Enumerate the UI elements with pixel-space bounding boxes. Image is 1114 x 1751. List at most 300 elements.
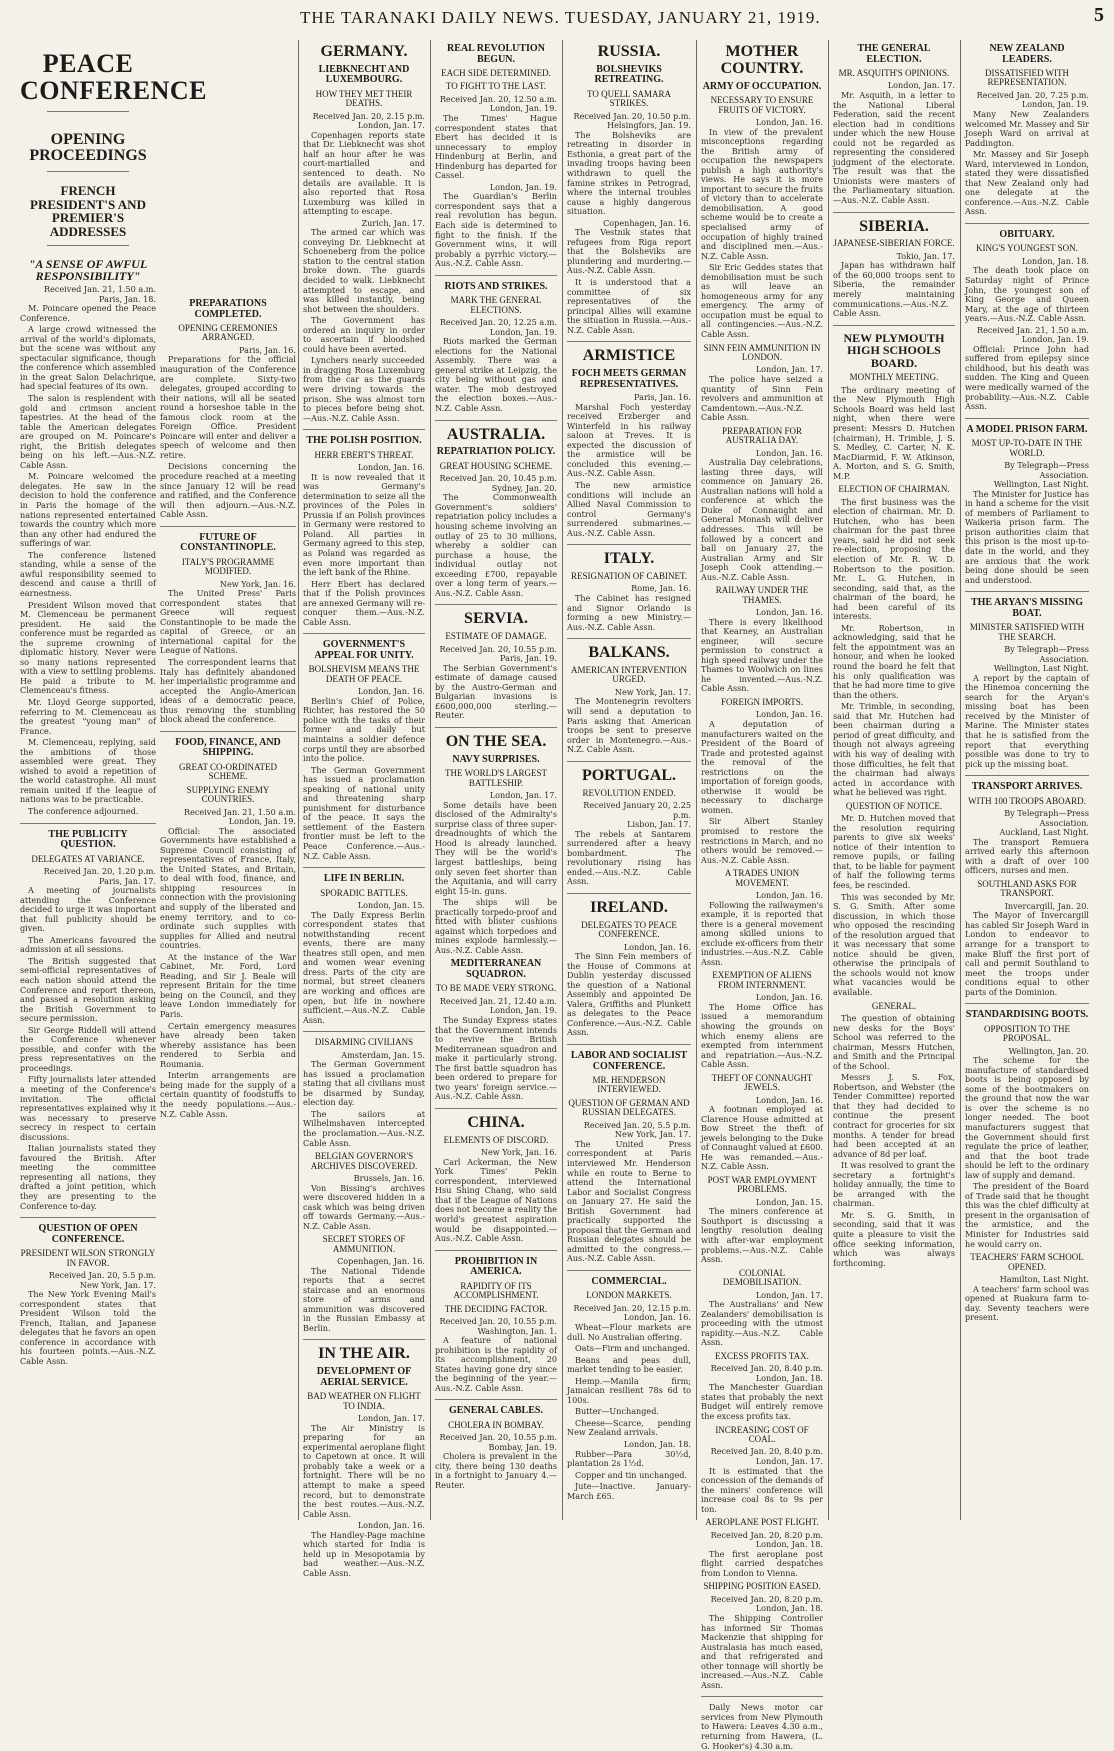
paragraph: Cheese—Scarce, pending New Zealand arrivals. xyxy=(567,1417,691,1438)
paragraph: Cholera is prevalent in the city, there being 130 deaths in a fortnight to January 4.—Reuter. xyxy=(435,1451,557,1490)
paragraph: Decisions concerning the procedure reached at a meeting since January 12 will be read and ratified, and the Conference will then adjourn.—Aus.-N.Z. Cable Assn. xyxy=(160,461,296,520)
paragraph: The first business was the election of chairman. Mr. D. Hutchen, who has been chairman for the past three years, said he did not seek re-election, proposing the election of Mr. R. W. D. Robertson to the position. Mr. L. G. Hutchen, in seconding, said that, as the chairman of the board, he had been careful of its interests. xyxy=(833,496,955,622)
headline: STANDARDISING BOOTS. xyxy=(965,1009,1089,1021)
paragraph: The Americans favoured the admission at all sessions. xyxy=(20,934,156,955)
paragraph: Mr. Trimble, in seconding, said that Mr. Hutchen had been chairman during a period of great difficulty, and though not always agreeing with his way of dealing with those difficulties, he felt that the chairman had always acted in accordance with what he believed was right. xyxy=(833,701,955,798)
paragraph: Copper and tin unchanged. xyxy=(575,1469,688,1480)
dateline: Paris, Jan. 16. xyxy=(634,392,691,403)
paragraph: M. Clemenceau, replying, said the ambitions of those assembled were great. They wished to avoid a repetition of the world catastrophe. All must remain united if the league of nations was to be practicable. xyxy=(20,737,156,805)
dateline: Received Jan. 20, 7.25 p.m. xyxy=(976,89,1089,100)
paragraph: The Shipping Controller has informed Sir Thomas Mackenzie that shipping for Australasia has much eased, and that refrigerated and other tonnage will shortly be increased.—Aus.-N.Z. Cable Assn. xyxy=(701,1612,823,1690)
paragraph: The Minister for Justice has in hand a scheme for the visit of members of Parliament to Waikeria prison farm. The prison authorities claim that this prison is the most up-to-date in the world, and they are anxious that the work being done should be seen and understood. xyxy=(965,488,1089,585)
headline-china: CHINA. xyxy=(467,1113,525,1131)
subheadline: TO QUELL SAMARA STRIKES. xyxy=(586,88,671,109)
headline-germany: GERMANY. xyxy=(320,43,408,60)
dateline: New York, Jan. 17. xyxy=(614,1129,691,1140)
paragraph: The new armistice conditions will include an Allied Naval Commission to control Germany's surrendered submarines.—Aus.-N.Z. Cable Assn. xyxy=(567,479,691,538)
dateline: Received Jan. 20, 10.45 p.m. xyxy=(439,473,557,484)
subheadline: THEFT OF CONNAUGHT JEWELS. xyxy=(711,1072,813,1093)
subheadline: LIEBKNECHT AND LUXEMBOURG. xyxy=(318,63,410,86)
dateline: London, Jan. 19. xyxy=(228,816,296,827)
subheadline: ELEMENTS OF DISCORD. xyxy=(443,1134,549,1145)
headline: PROHIBITION IN AMERICA. xyxy=(454,1255,538,1278)
headline-australia: AUSTRALIA. xyxy=(446,425,546,443)
dateline: London, Jan. 18. xyxy=(623,1439,691,1450)
dateline: London, Jan. 16. xyxy=(623,1312,691,1323)
paragraph: Following the railwaymen's example, it is reported that there is a general movement among skilled unions to exclude ex-officers from their industries.—Aus.-N.Z. Cable Assn. xyxy=(701,899,823,967)
dateline: Received Jan. 20, 10.55 p.m. xyxy=(439,1315,557,1326)
paragraph: President Wilson moved that M. Clemenceau be permanent president. He said the conference must be regarded as the supreme crowning of diplomatic history. Never were so many nations represented with a view to settling problems. He paid a tribute to M. Clemenceau's fitness. xyxy=(20,599,156,696)
subheadline: HOW THEY MET THEIR DEATHS. xyxy=(315,88,413,109)
column-3 xyxy=(432,40,560,1520)
subheadline: PRESIDENT WILSON STRONGLY IN FAVOR. xyxy=(20,1248,156,1268)
subheadline: SPORADIC BATTLES. xyxy=(320,887,408,898)
subheadline: EXCESS PROFITS TAX. xyxy=(715,1350,809,1361)
subheadline: NAVY SURPRISES. xyxy=(452,753,540,765)
headline: PREPARATIONS COMPLETED. xyxy=(189,298,267,320)
subheadline: REVOLUTION ENDED. xyxy=(582,787,676,798)
dateline: Received Jan. 20, 12.50 a.m. xyxy=(439,93,557,104)
paragraph: Sir George Riddell will attend the Conference whenever possible, and confer with the press representatives on the proceedings. xyxy=(20,1024,156,1073)
dateline: London, Jan. 17. xyxy=(489,790,557,801)
headline: COMMERCIAL. xyxy=(591,1275,667,1287)
headline: OBITUARY. xyxy=(999,228,1055,240)
headline-portugal: PORTUGAL. xyxy=(581,766,677,784)
subheadline: PREPARATION FOR AUSTRALIA DAY. xyxy=(722,425,802,446)
paragraph: Rubber—Para 30½d, plantation 2s 1½d. xyxy=(567,1448,691,1469)
subheadline: MR. ASQUITH'S OPINIONS. xyxy=(838,68,950,78)
dateline: Received Jan. 20, 10.55 p.m. xyxy=(439,643,557,654)
paragraph: Many New Zealanders welcomed Mr. Massey and Sir Joseph Ward on arrival at Paddington. xyxy=(965,108,1089,148)
dateline: London, Jan. 18. xyxy=(1021,255,1089,266)
paragraph: The Montenegrin revolters will send a deputation to Paris asking that American troops be sent to preserve order in Montenegro.—Aus.-N.Z. Cable Assn. xyxy=(567,696,691,755)
paragraph: The correspondent learns that Italy has definitely abandoned her imperialistic programme and accepted the Anglo-American ideas of a democratic peace, thus removing the stumbling block ahead the conference. xyxy=(160,656,296,725)
headline: THE PUBLICITY QUESTION. xyxy=(48,828,128,851)
subheadline: A TRADES UNION MOVEMENT. xyxy=(724,868,800,888)
paragraph: The German Government has issued a proclamation stating that all civilians must be disarmed by Sunday, election day. xyxy=(303,1059,425,1108)
subheadline: JAPANESE-SIBERIAN FORCE. xyxy=(833,238,955,249)
dateline: London, Jan. 16. xyxy=(357,1520,425,1531)
subheadline: SECRET STORES OF AMMUNITION. xyxy=(322,1234,406,1254)
dateline: London, Jan. 19. xyxy=(489,326,557,337)
paragraph: The conference listened standing, while a sense of the awful responsibility seemed to descend and cause a thrill of earnestness. xyxy=(20,549,156,598)
subheadline: SHIPPING POSITION EASED. xyxy=(703,1581,821,1592)
subheadline: REPATRIATION POLICY. xyxy=(436,446,556,458)
dateline: London, Jan. 16. xyxy=(755,992,823,1003)
subheadline: NECESSARY TO ENSURE FRUITS OF VICTORY. xyxy=(710,95,814,115)
headline: NEW PLYMOUTH HIGH SCHOOLS BOARD. xyxy=(843,330,945,370)
headline-balkans: BALKANS. xyxy=(588,644,670,662)
paragraph: The miners conference at Southport is discussing a lengthy resolution dealing with after-war employment problems.—Aus.-N.Z. Cable Assn. xyxy=(701,1206,823,1265)
column-5 xyxy=(698,40,826,1751)
headline: GOVERNMENT'S APPEAL FOR UNITY. xyxy=(314,639,414,661)
paragraph: The Home Office has issued a memorandum showing the grounds on which enemy aliens are exempted from internment and repatriation.—Aus.-N.Z. Cable Assn. xyxy=(701,1001,823,1070)
paragraph: A deputation of manufacturers waited on the President of the Board of Trade and protested against the removal of the restrictions on the importation of foreign goods, otherwise it would be necessary to discharge women. xyxy=(701,719,823,815)
dateline: London, Jan. 19. xyxy=(489,103,557,114)
headline: THE GENERAL ELECTION. xyxy=(857,43,931,65)
dateline: London, Jan. 16. xyxy=(755,890,823,901)
column-2 xyxy=(300,40,428,1578)
headline-responsibility: "A SENSE OF AWFUL RESPONSIBILITY" xyxy=(28,256,148,284)
subheadline: FOREIGN IMPORTS. xyxy=(721,697,803,708)
paragraph: Riots marked the German elections for the National Assembly. There was a general strike at Leipzig, the city being without gas and water. The mob destroyed the election boxes.—Aus.-N.Z. Cable Assn. xyxy=(435,336,557,414)
paragraph: Lynchers nearly succeeded in dragging Rosa Luxemburg from the car as the guards were driving towards the prison. She was almost torn to pieces before being shot.—Aus.-N.Z. Cable Assn. xyxy=(303,355,425,423)
subheadline: HERR EBERT'S THREAT. xyxy=(314,449,414,460)
headline-siberia: SIBERIA. xyxy=(859,217,929,235)
subheadline: COLONIAL DEMOBILISATION. xyxy=(722,1267,802,1288)
dateline: Received Jan. 21, 1.50 a.m. xyxy=(43,284,156,294)
dateline: New York, Jan. 16. xyxy=(219,578,296,589)
subheadline: SUPPLYING ENEMY COUNTRIES. xyxy=(186,784,270,805)
paragraph: The Air Ministry is preparing for an experimental aeroplane flight to Capetown at once. It will probably take a week or a fortnight. There will be no attempt to make a speed record, but to demonstrate the best routes.—Aus.-N.Z. Cable Assn. xyxy=(303,1422,425,1519)
dateline: Brussels, Jan. 16. xyxy=(353,1172,425,1183)
paragraph: The ships will be practically torpedo-proof and fitted with blister cushions against which torpedoes and mines explode harmlessly.—Aus.-N.Z. Cable Assn. xyxy=(435,897,557,955)
dateline: Received Jan. 21, 12.40 a.m. xyxy=(439,995,557,1006)
subheadline: DISARMING CIVILIANS xyxy=(314,1037,414,1048)
headline-mother-country: MOTHER COUNTRY. xyxy=(720,43,804,77)
headline-russia: RUSSIA. xyxy=(597,43,661,60)
paragraph: M. Poincare opened the Peace Conference. xyxy=(20,303,156,323)
dateline: Amsterdam, Jan. 15. xyxy=(341,1049,425,1060)
dateline: Received Jan. 20, 12.15 p.m. xyxy=(573,1302,691,1313)
subheadline: OPPOSITION TO THE PROPOSAL. xyxy=(983,1023,1070,1044)
dateline: Received Jan. 20, 5.5 p.m. xyxy=(48,1269,156,1280)
subheadline: TO BE MADE VERY STRONG. xyxy=(435,983,557,994)
paragraph: The Cabinet has resigned and Signor Orlando is forming a new Ministry.—Aus.-N.Z. Cable Assn. xyxy=(567,593,691,632)
headline-armistice: ARMISTICE xyxy=(582,347,676,365)
paragraph: A large crowd witnessed the arrival of the world's diplomats, but the scene was without any spectacular significance, though the conference which assembled in the great Salon Delachrique, had special features of its own. xyxy=(20,324,156,392)
paragraph: Some details have been disclosed of the Admiralty's surprise class of three super-dreadnoughts of which the Hood is already launched. They will be the world's largest battleships, being only seven feet shorter than the Aquitania, and will carry eight 15-in. guns. xyxy=(435,799,557,896)
column-rule xyxy=(696,40,697,1520)
dateline: London, Jan. 16. xyxy=(755,447,823,458)
paragraph: Carl Ackerman, the New York Times' Pekin correspondent, interviewed Hsu Shing Chang, who said that if the League of Nations does not become a reality the world's greatest aspiration would be disappointed.—Aus.-N.Z. Cable Assn. xyxy=(435,1156,557,1244)
headline-in-the-air: IN THE AIR. xyxy=(318,1345,410,1363)
subheadline: SOUTHLAND ASKS FOR TRANSPORT. xyxy=(977,878,1077,899)
masthead xyxy=(0,0,1114,34)
subheadline: MINISTER SATISFIED WITH THE SEARCH. xyxy=(969,622,1085,642)
subheadline: GREAT CO-ORDINATED SCHEME. xyxy=(178,761,278,782)
headline: A MODEL PRISON FARM. xyxy=(966,423,1088,435)
paragraph: The Handley-Page machine which started for India is held up in Mesopotamia by bad weather.—Aus.-N.Z. Cable Assn. xyxy=(303,1529,425,1578)
dateline: London, Jan. 19. xyxy=(489,181,557,192)
headline-ireland: IRELAND. xyxy=(590,898,668,916)
headline: MEDITERRANEAN SQUADRON. xyxy=(450,958,542,980)
paragraph: A report by the captain of the Hinemoa concerning the search for the Aryan's missing boat has been received by the Minister of Marine. The Minister states that he is satisfied from the report that everything possible was done to try to pick up the missing boat. xyxy=(965,672,1089,769)
headline: LIFE IN BERLIN. xyxy=(323,873,405,885)
paragraph: Mr. D. Hutchen moved that the resolution requiring parents to give six weeks' notice of their intention to remove pupils, or failing that, to be liable for payment of half the following terms fees, be rescinded. xyxy=(833,813,955,890)
dateline: London, Jan. 15. xyxy=(755,1196,823,1207)
peace-conference-article xyxy=(20,285,156,1368)
subheadline: WITH 100 TROOPS ABOARD. xyxy=(968,795,1086,806)
dateline: Received Jan. 20, 2.15 p.m. xyxy=(312,110,425,121)
subheadline: MOST UP-TO-DATE IN THE WORLD. xyxy=(971,438,1083,458)
dateline: Washington, Jan. 1. xyxy=(477,1325,557,1336)
dateline: Received Jan. 21, 1.50 a.m. xyxy=(976,324,1089,335)
dateline: Received Jan. 20, 8.20 p.m. xyxy=(710,1529,823,1540)
dateline: Paris, Jan. 19. xyxy=(500,653,557,664)
paragraph: Interim arrangements are being made for the supply of a certain quantity of foodstuffs to the needy populations.—Aus.-N.Z. Cable Assn. xyxy=(160,1070,296,1119)
subheadline: DELEGATES TO PEACE CONFERENCE. xyxy=(581,919,677,940)
headline: LABOR AND SOCIALIST CONFERENCE. xyxy=(570,1050,688,1072)
dateline: London, Jan. 16. xyxy=(755,607,823,618)
subheadline: LONDON MARKETS. xyxy=(586,1290,672,1301)
subheadline: POST WAR EMPLOYMENT PROBLEMS. xyxy=(707,1174,817,1195)
dateline: Auckland, Last Night. xyxy=(999,827,1089,838)
paragraph: Official: The associated Governments have established a Supreme Council consisting of representatives of France, Italy, the United States, and Britain, to deal with food, finance, and shipping resources in connection with the provisioning and supply of the liberated and enemy territory, and to co-ordinate such supplies with supplies for Allied and neutral countries. xyxy=(160,825,296,951)
dateline: New York, Jan. 17. xyxy=(614,686,691,697)
paragraph: It is estimated that the concession of the demands of the miners' conference will increase coal 8s to 9s per ton. xyxy=(701,1465,823,1514)
subheadline: GENERAL. xyxy=(871,1000,917,1011)
dateline: Helsingfors, Jan. 19. xyxy=(607,120,691,131)
paragraph: Japan has withdrawn half of the 60,000 troops sent to Siberia, the remainder merely maintaining communications.—Aus.-N.Z. Cable Assn. xyxy=(833,260,955,319)
subheadline: BOLSHEVISM MEANS THE DEATH OF PEACE. xyxy=(308,664,420,684)
subheadline: DISSATISFIED WITH REPRESENTATION. xyxy=(984,68,1070,88)
subheadline: TO FIGHT TO THE LAST. xyxy=(445,81,547,92)
paragraph: The rebels at Santarem surrendered after a heavy bombardment. The revolutionary rising has ended.—Aus.-N.Z. Cable Assn. xyxy=(567,828,691,887)
paragraph: Oats—Firm and unchanged. xyxy=(575,1343,691,1354)
paragraph: Sir Albert Stanley promised to restore the restrictions in March, and no others would be removed.—Aus.-N.Z. Cable Assn. xyxy=(701,816,823,865)
paragraph: A teachers' farm school was opened at Ruakura farm to-day. Seventy teachers were present. xyxy=(965,1283,1089,1323)
dateline: London, Jan. 16. xyxy=(755,116,823,127)
dateline: London, Jan. 18. xyxy=(755,1539,823,1550)
paragraph: A footman employed at Clarence House admitted at Bow Street the theft of jewels belonging to the Duke of Connaught valued at £600. He was remanded.—Aus.-N.Z. Cable Assn. xyxy=(701,1104,823,1172)
dateline: New York, Jan. 16. xyxy=(480,1147,557,1158)
paragraph: The Bolsheviks are retreating in disorder in Esthonia, a great part of the invading troops having been withdrawn to quell the famine strikes in Petrograd, where the internal troubles cause a highly dangerous situation. xyxy=(567,129,691,217)
subheadline: SINN FEIN AMMUNITION IN LONDON. xyxy=(703,342,821,362)
masthead-title: THE TARANAKI DAILY NEWS. TUESDAY, JANUARY 21, 1919. xyxy=(300,8,821,27)
dateline: Copenhagen, Jan. 16. xyxy=(337,1256,425,1267)
paragraph: The Government has ordered an inquiry in order to ascertain if bloodshed could have been averted. xyxy=(303,315,425,354)
subheadline: QUESTION OF GERMAN AND RUSSIAN DELEGATES. xyxy=(568,1097,690,1118)
dateline: Received Jan. 20, 1.20 p.m. xyxy=(43,865,156,876)
paragraph: The ordinary meeting of the New Plymouth High Schools Board was held last night, when there were present: Messrs D. Hutchen (chairman), H. Trimble, J. S. S. Medley, C. Carter, N. K. MacDiarmid, F. W. Atkinson, A. Morton, and S. G. Smith, M.P. xyxy=(833,384,955,481)
paragraph: It was resolved to grant the secretary a fortnight's holiday annually, the time to be arranged with the chairman. xyxy=(833,1160,955,1209)
dateline: Invercargill, Jan. 20. xyxy=(1004,900,1089,911)
headline: FOOD, FINANCE, AND SHIPPING. xyxy=(175,736,281,759)
paragraph: Mr. S. G. Smith, in seconding, said that it was quite a pleasure to visit the office seeking information, which was always forthcoming. xyxy=(833,1209,955,1268)
paragraph: The armed car which was conveying Dr. Liebknecht at Schoeneberg from the police station to the central station broke down. The guards decided to walk. Liebknecht attempted to escape, and was killed instantly, being shot between the shoulders. xyxy=(303,227,425,314)
headline: GENERAL CABLES. xyxy=(449,1405,543,1417)
paragraph: The British suggested that semi-official representatives of each nation should attend the Conference and report thereon, and passed a resolution asking the British Government to secure permission. xyxy=(20,955,156,1024)
page-number: 5 xyxy=(1094,4,1104,26)
dateline: Wellington, Last Night. xyxy=(993,663,1089,674)
paragraph: Wheat—Flour markets are dull. No Australian offering. xyxy=(567,1322,691,1342)
dateline: Copenhagen, Jan. 16. xyxy=(603,217,691,228)
column-rule xyxy=(298,40,299,1520)
paragraph: The president of the Board of Trade said that he thought this was the chief difficulty at present in the organisation of the armistice, and the Minister for Industries said he would carry on. xyxy=(965,1181,1089,1249)
dateline: New York, Jan. 17. xyxy=(79,1279,156,1290)
headline-italy: ITALY. xyxy=(603,550,655,568)
dateline: London, Jan. 16. xyxy=(357,462,425,473)
paragraph: The salon is resplendent with gold and crimson ancient tapestries. At the head of the table the American delegates are grouped on M. Poincare's right, the British delegates being on his left.—Aus.-N.Z. Cable Assn. xyxy=(20,393,156,470)
dateline: Received Jan. 20, 8.40 p.m. xyxy=(710,1446,823,1457)
subheadline: OPENING CEREMONIES ARRANGED. xyxy=(178,323,278,343)
paragraph: Von Bissing's archives were discovered hidden in a cask which was being driven off towards Germany.—Aus.-N.Z. Cable Assn. xyxy=(303,1182,425,1231)
paragraph: The Sinn Fein members of the House of Commons at Dublin yesterday discussed the question of a National Assembly and appointed De Valera, Griffiths and Plunkett as delegates to the Peace Conference.—Aus.-N.Z. Cable Assn. xyxy=(567,951,691,1038)
headline-addresses: FRENCH PRESIDENT'S AND PREMIER'S ADDRESSES xyxy=(30,183,146,240)
subheadline: CHOLERA IN BOMBAY. xyxy=(448,1419,544,1430)
subheadline: BOLSHEVIKS RETREATING. xyxy=(594,63,664,86)
dateline: Zurich, Jan. 17. xyxy=(361,217,425,228)
paragraph: Butter—Unchanged. xyxy=(575,1406,659,1417)
paragraph: Official: Prince John had suffered from epilepsy since childhood, but his death was sudden. The King and Queen were medically warned of the probability.—Aus.-N.Z. Cable Assn. xyxy=(965,343,1089,412)
subheadline: KING'S YOUNGEST SON. xyxy=(976,243,1078,254)
paragraph: Sir Eric Geddes states that demobilisation must be such as will leave an homogeneous army for any emergency. The army of occupation must be equal to all contingencies.—Aus.-N.Z. Cable Assn. xyxy=(701,262,823,339)
subheadline: ELECTION OF CHAIRMAN. xyxy=(838,484,950,495)
paragraph: At the instance of the War Cabinet, Mr. Ford, Lord Reading, and Sir J. Beale will represent Britain for the time being on the Council, and they leave London immediately for Paris. xyxy=(160,951,296,1020)
subheadline: MONTHLY MEETING. xyxy=(849,372,939,383)
dateline: Paris, Jan. 18. xyxy=(99,293,156,304)
paragraph: This was seconded by Mr. S. G. Smith. After some discussion, in which those who opposed the rescinding of the resolution argued that it was necessary that some notice should be given, otherwise the principals of the schools would not know what vacancies would be available. xyxy=(833,891,955,997)
paragraph: It is now revealed that it was Germany's determination to seize all the provinces of the Poles in Prussia if an Polish provinces in Germany were restored to Poland. All parties in Germany agreed to this step, as Poland was regarded as even more important than the left bank of the Rhine. xyxy=(303,471,425,578)
subheadline: DELEGATES AT VARIANCE. xyxy=(31,853,145,864)
subheadline: MARK THE GENERAL ELECTIONS. xyxy=(450,295,542,315)
column-7 xyxy=(962,40,1092,1520)
dateline: Tokio, Jan. 17. xyxy=(896,250,955,261)
dateline: London, Jan. 16. xyxy=(623,941,691,952)
dateline: London, Jan. 19. xyxy=(489,1005,557,1016)
paragraph: Mr. Massey and Sir Joseph Ward, interviewed in London, stated they were dissatisfied that New Zealand only had one delegate at the conference.—Aus.-N.Z. Cable Assn. xyxy=(965,149,1089,217)
subheadline: THE WORLD'S LARGEST BATTLESHIP. xyxy=(445,768,547,788)
subheadline: RESIGNATION OF CABINET. xyxy=(570,571,688,582)
paragraph: A meeting of journalists attending the Conference decided to urge it was important that full publicity should be given. xyxy=(20,885,156,934)
paragraph: The Commonwealth Government's soldiers' repatriation policy includes a housing scheme involving an outlay of 25 to 30 millions, whereby a soldier can purchase a house, the individual outlay not exceeding £700, repayable over a long term of years.—Aus.-N.Z. Cable Assn. xyxy=(435,492,557,598)
subheadline: ITALY'S PROGRAMME MODIFIED. xyxy=(181,556,275,577)
paragraph: Fifty journalists later attended a meeting of the Conference's invitation. The official representatives explained why it was necessary to preserve secrecy in respect to certain discussions. xyxy=(20,1074,156,1142)
headline: TRANSPORT ARRIVES. xyxy=(971,781,1083,793)
dateline: Paris, Jan. 17. xyxy=(99,875,156,886)
dateline: London, Jan. 18. xyxy=(755,1372,823,1383)
paragraph: It is understood that a committee of six representatives of the principal Allies will examine the situation in Russia.—Aus.-N.Z. Cable Assn. xyxy=(567,276,691,335)
headline: THE POLISH POSITION. xyxy=(306,435,422,447)
peace-conference-header xyxy=(20,40,208,300)
paragraph: Preparations for the official inauguration of the Conference are complete. Sixty-two delegates, grouped according to their nations, will all be seated round a horseshoe table in the famous clock room at the Foreign Office. President Poincare will enter and deliver a speech of welcome and then retire. xyxy=(160,354,296,460)
dateline: Received Jan. 21, 1.50 a.m. xyxy=(183,806,296,817)
paragraph: Jute—Inactive. January-March £65. xyxy=(567,1481,691,1501)
subheadline: FOCH MEETS GERMAN REPRESENTATIVES. xyxy=(571,368,687,390)
dateline: Rome, Jan. 16. xyxy=(631,583,691,594)
column-rule xyxy=(430,40,431,1520)
dateline: London, Jan. 17. xyxy=(755,1455,823,1466)
dateline: Lisbon, Jan. 17. xyxy=(627,819,691,830)
paragraph: The Vestnik states that refugees from Riga report that the Bolsheviks are plundering and murdering.—Aus.-N.Z. Cable Assn. xyxy=(567,227,691,276)
paragraph: The death took place on Saturday night of Prince John, the youngest son of King George and Queen Mary, at the age of thirteen years.—Aus.-N.Z. Cable Assn. xyxy=(965,265,1089,324)
paragraph: Messrs J. S. Fox, Robertson, and Webster (the Tender Committee) reported that they had decided to continue the present contract for groceries for six months. A tender for bread had been accepted at an advance of 8d per loaf. xyxy=(833,1072,955,1159)
paragraph: The first aeroplane post flight carried despatches from London to Vienna. xyxy=(701,1548,823,1578)
headline: RIOTS AND STRIKES. xyxy=(444,280,548,292)
dateline: Wellington, Last Night. xyxy=(993,479,1089,490)
paragraph: The Australians' and New Zealanders' demobilisation is proceeding with the utmost rapidity.—Aus.-N.Z. Cable Assn. xyxy=(701,1299,823,1348)
paragraph: The Sunday Express states that the Government intends to revive the British Mediterranean squadron and make it particularly strong. The first battle squadron has been ordered to prepare for two years' foreign service.—Aus.-N.Z. Cable Assn. xyxy=(435,1015,557,1102)
dateline: London, Jan. 19. xyxy=(1021,334,1089,345)
dateline: Received January 20, 2.25 p.m. xyxy=(583,799,691,820)
subheadline: GREAT HOUSING SCHEME. xyxy=(439,460,553,471)
dateline: London, Jan. 16. xyxy=(357,686,425,697)
paragraph: Certain emergency measures have already been taken whereby assistance has been rendered to Serbia and Roumania. xyxy=(160,1020,296,1069)
paragraph: The Manchester Guardian states that probably the next Budget will entirely remove the excess profits tax. xyxy=(701,1382,823,1421)
subheadline: MR. HENDERSON INTERVIEWED. xyxy=(592,1075,666,1095)
dateline: Received Jan. 20, 12.25 a.m. xyxy=(439,317,557,328)
subheadline: INCREASING COST OF COAL. xyxy=(715,1424,809,1444)
dateline: London, Jan. 15. xyxy=(357,900,425,911)
subheadline: ARMY OF OCCUPATION. xyxy=(702,80,822,92)
paragraph: Australia Day celebrations, lasting three days, will commence on January 26. Australian nations will hold a conference at which the Duke of Connaught and General Monash will deliver addresses. This will be followed by a concert and ball on January 27, the Australian Army and Sir Joseph Cook attending.—Aus.-N.Z. Cable Assn. xyxy=(701,457,823,582)
advertisement: Daily News motor car services from New Plymouth to Hawera: Leaves 4.30 a.m., returning from Hawera, (L. G. Hooker's) 4.30 a.m. xyxy=(701,1702,823,1751)
dateline: London, Jan. 17. xyxy=(357,120,425,131)
column-4 xyxy=(564,40,694,1520)
paragraph: The Times' Hague correspondent states that Ebert has decided it is unnecessary to employ Hindenburg at Berlin, and Hindenburg has departed for Cassel. xyxy=(435,112,557,181)
paragraph: The Serbian Government's estimate of damage caused by the Austro-German and Bulgarian invasions is £600,000,000 sterling.—Reuter. xyxy=(435,662,557,721)
paragraph: Marshal Foch yesterday received Erzberger and Winterfeld in his railway saloon at Treves. It is expected the discussion of the armistice will be concluded this evening.—Aus.-N.Z. Cable Assn. xyxy=(567,401,691,479)
paragraph: The police have seized a quantity of Sinn Fein revolvers and ammunition at Camdentown.—Aus.-N.Z. Cable Assn. xyxy=(701,373,823,423)
paragraph: A feature of national prohibition is the rapidity of its accomplishment, 20 States having gone dry since the beginning of the year.—Aus.-N.Z. Cable Assn. xyxy=(435,1335,557,1393)
dateline: Paris, Jan. 16. xyxy=(239,344,296,355)
dateline: London, Jan. 17. xyxy=(755,1289,823,1300)
headline-peace-conference: PEACE CONFERENCE xyxy=(20,49,208,106)
subheadline: AEROPLANE POST FLIGHT. xyxy=(705,1517,819,1528)
paragraph: Berlin's Chief of Police, Richter, has restored the 50 police with the tasks of their former and daily but maintains a soldier defence corps until they are absorbed into the police. xyxy=(303,695,425,764)
paragraph: The Mayor of Invercargill has cabled Sir Joseph Ward in London to endeavor to arrange for a transport to make Bluff the first port of call and permit Southland to meet the troops under conditions equal to other parts of the Dominion. xyxy=(965,910,1089,997)
column-6 xyxy=(830,40,958,1520)
paragraph: Hemp.—Manila firm; Jamaican resilient 78s 6d to 100s. xyxy=(567,1375,691,1405)
dateline: London, Jan. 16. xyxy=(755,1094,823,1105)
dateline: London, Jan. 17. xyxy=(755,364,823,375)
paragraph: The transport Remuera arrived early this afternoon with a draft of over 100 officers, nurses and men. xyxy=(965,836,1089,876)
paragraph: The United Press' Paris correspondent states that Greece will request Constantinople to be made the capital of Greece, or an international capital for the League of Nations. xyxy=(160,588,296,656)
paragraph: Copenhagen reports state that Dr. Liebknecht was shot half an hour after he was court-martialled and sentenced to death. No details are available. It is also reported that Rosa Luxemburg was killed in attempting to escape. xyxy=(303,129,425,217)
dateline: Sydney, Jan. 20. xyxy=(491,482,557,493)
headline: QUESTION OF OPEN CONFERENCE. xyxy=(38,1223,138,1245)
dateline: London, Jan. 17. xyxy=(887,80,955,91)
dateline: London, Jan. 19. xyxy=(1021,99,1089,110)
column-rule xyxy=(828,40,829,1520)
paragraph: The sailors at Wilhelmshaven intercepted the proclamation.—Aus.-N.Z. Cable Assn. xyxy=(303,1108,425,1148)
subheadline: QUESTION OF NOTICE. xyxy=(845,800,943,811)
subheadline: BELGIAN GOVERNOR'S ARCHIVES DISCOVERED. xyxy=(310,1151,418,1171)
column-1 xyxy=(20,40,296,1520)
dateline: Received Jan. 20, 10.55 p.m. xyxy=(439,1432,557,1443)
subheadline: TEACHERS' FARM SCHOOL OPENED. xyxy=(970,1252,1084,1272)
subheadline: ESTIMATE OF DAMAGE. xyxy=(445,631,547,642)
paragraph: The New York Evening Mail's correspondent states that President Wilson told the French, Italian, and Japanese delegates that he favors an open conference in accordance with his fourteen points.—Aus.-N.Z. Cable Assn. xyxy=(20,1289,156,1366)
dateline: Received Jan. 20, 8.20 p.m. xyxy=(710,1593,823,1604)
paragraph: The Guardian's Berlin correspondent says that a real revolution has begun. Each side is determined to fight to the finish. If the Government wins, it will probably a pyrrhic victory.—Aus.-N.Z. Cable Assn. xyxy=(435,191,557,269)
dateline: By Telegraph—Press Association. xyxy=(1004,460,1089,480)
paragraph: Mr. Robertson, in acknowledging, said that he felt the appointment was an honour, and when he looked round the board he felt that his only qualification was that he had more time to give than the others. xyxy=(833,622,955,700)
paragraph: Beans and peas dull, market tending to be easier. xyxy=(567,1354,691,1375)
paragraph: Mr. Asquith, in a letter to the National Liberal Federation, said the recent election had in conditions under which the new House could not be regarded as representing the considered judgment of the electorate. The result was that the Unionists were masters of the Parliamentary situation.—Aus.-N.Z. Cable Assn. xyxy=(833,89,955,205)
dateline: London, Jan. 16. xyxy=(755,709,823,720)
headline: REAL REVOLUTION BEGUN. xyxy=(447,43,545,65)
dateline: By Telegraph—Press Association. xyxy=(1004,644,1089,664)
paragraph: The conference adjourned. xyxy=(28,805,139,816)
dateline: By Telegraph—Press Association. xyxy=(1004,808,1089,828)
headline: NEW ZEALAND LEADERS. xyxy=(989,43,1065,65)
headline-servia: SERVIA. xyxy=(464,610,528,628)
dateline: London, Jan. 17. xyxy=(357,1413,425,1424)
dateline: Bombay, Jan. 19. xyxy=(488,1441,557,1452)
dateline: Received Jan. 20, 5.5 p.m. xyxy=(583,1119,691,1130)
paragraph: The German Government has issued a proclamation speaking of national unity and threatening sharp punishment for disturbance of the peace. It says the settlement of the Eastern frontier must be left to the Peace Conference.—Aus.-N.Z. Cable Assn. xyxy=(303,764,425,861)
column-rule xyxy=(960,40,961,1520)
subheadline: BAD WEATHER ON FLIGHT TO INDIA. xyxy=(307,1391,421,1411)
subheadline: THE DECIDING FACTOR. xyxy=(444,1303,548,1314)
headline: THE ARYAN'S MISSING BOAT. xyxy=(970,597,1084,619)
subheadline: EXEMPTION OF ALIENS FROM INTERNMENT. xyxy=(712,970,812,990)
paragraph: Mr. Lloyd George supported, referring to M. Clemenceau as the greatest "young man" of France. xyxy=(20,696,156,736)
dateline: Received Jan. 20, 10.50 p.m. xyxy=(573,110,691,121)
preparations-article xyxy=(160,295,296,1121)
